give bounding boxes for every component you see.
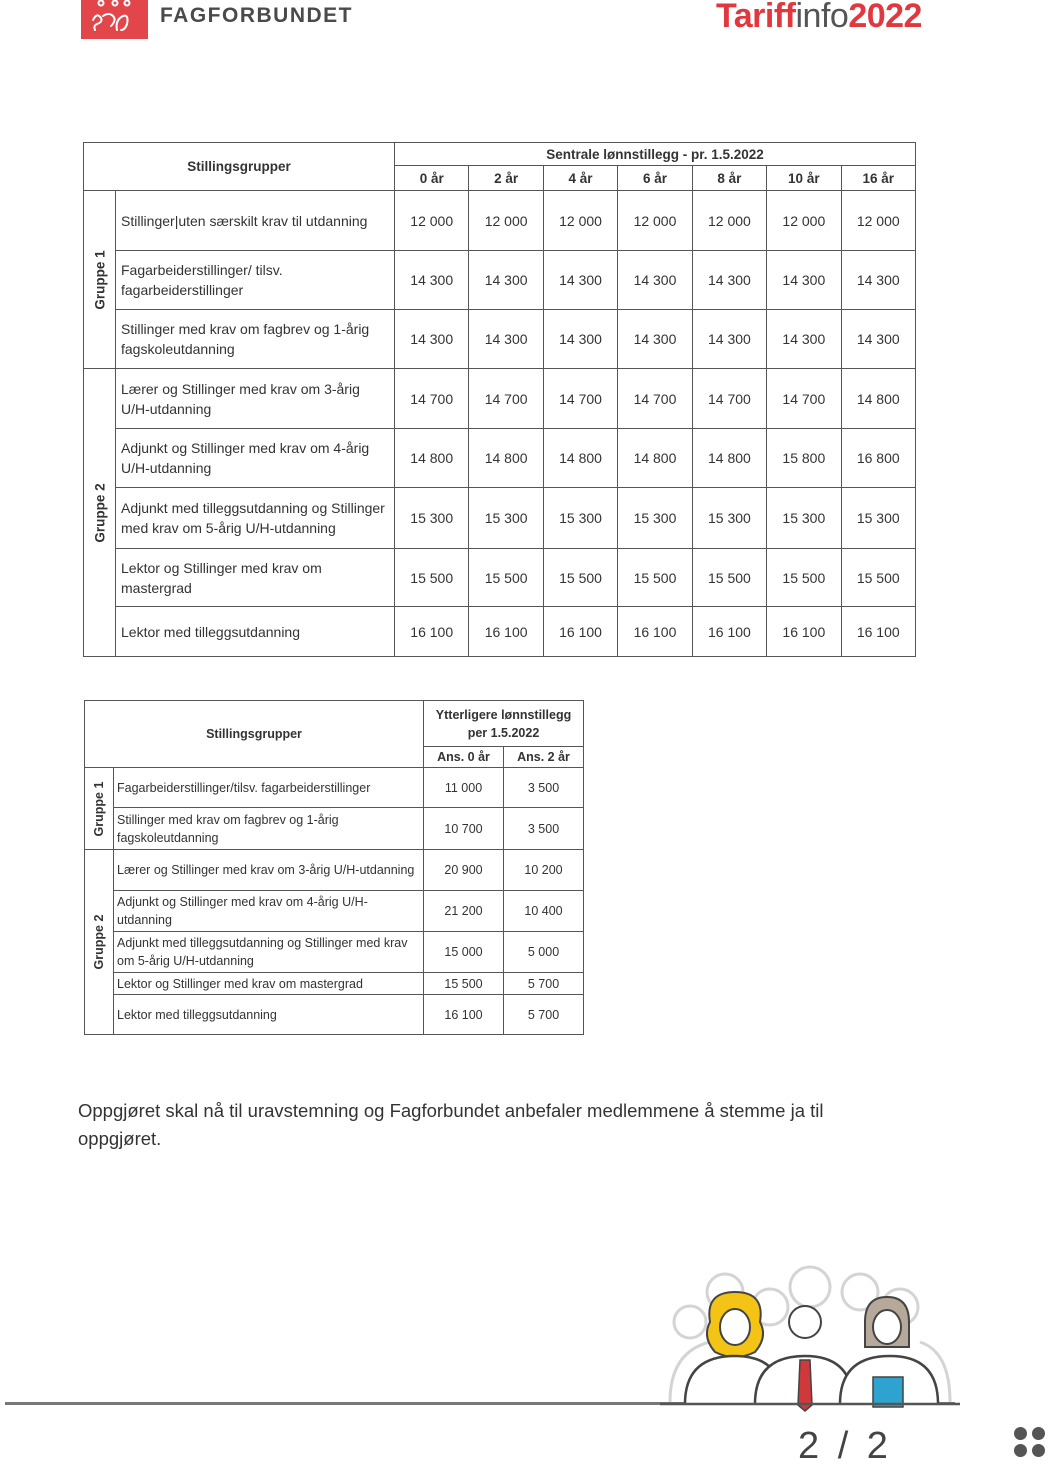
table-row [85, 891, 584, 932]
stillingsgrupper-header: Stillingsgrupper [84, 143, 395, 191]
group-label: Gruppe 1 [92, 249, 107, 310]
ans-header: Ans. 0 år [424, 747, 504, 768]
year-header: 4 år [543, 166, 617, 191]
amount-cell: 14 300 [395, 251, 469, 310]
amount-cell: 15 800 [767, 429, 841, 488]
group-label: Gruppe 1 [92, 781, 106, 836]
amount-cell: 12 000 [618, 191, 692, 251]
amount-cell: 14 300 [841, 251, 915, 310]
amount-cell: 14 300 [692, 251, 766, 310]
amount-cell: 10 400 [504, 891, 584, 932]
position-description: Adjunkt og Stillinger med krav om 4-årig U/H-utdanning [116, 429, 395, 488]
amount-cell: 15 500 [395, 549, 469, 607]
table-row [84, 488, 916, 549]
amount-cell: 14 800 [543, 429, 617, 488]
amount-cell: 16 100 [424, 995, 504, 1035]
ans-header: Ans. 2 år [504, 747, 584, 768]
amount-cell: 12 000 [543, 191, 617, 251]
table-row [84, 191, 916, 251]
amount-cell: 14 800 [469, 429, 543, 488]
amount-cell: 5 000 [504, 932, 584, 973]
position-description: Stillinger med krav om fagbrev og 1-årig fagskoleutdanning [116, 310, 395, 369]
ytterligere-lonnstillegg-table [84, 700, 584, 1035]
table-row [85, 973, 584, 995]
amount-cell: 10 700 [424, 808, 504, 850]
recommendation-paragraph: Oppgjøret skal nå til uravstemning og Fagforbundet anbefaler medlemmene å stemme ja til oppgjøret. [78, 1100, 824, 1149]
tariff-text: Tariff [716, 0, 796, 35]
amount-cell: 5 700 [504, 973, 584, 995]
amount-cell: 15 500 [543, 549, 617, 607]
year-text: 2022 [848, 0, 922, 35]
amount-cell: 14 700 [469, 369, 543, 429]
amount-cell: 14 700 [543, 369, 617, 429]
amount-cell: 16 100 [841, 607, 915, 657]
amount-cell: 14 300 [469, 310, 543, 369]
position-description: Lektor med tilleggsutdanning [116, 607, 395, 657]
table-row [84, 251, 916, 310]
position-description: Lektor og Stillinger med krav om mastergrad [116, 549, 395, 607]
table-row [84, 549, 916, 607]
amount-cell: 20 900 [424, 850, 504, 891]
amount-cell: 14 300 [767, 251, 841, 310]
group-label-cell [85, 768, 114, 850]
amount-cell: 15 500 [841, 549, 915, 607]
position-description: Adjunkt og Stillinger med krav om 4-årig U/H-utdanning [114, 891, 424, 932]
amount-cell: 16 100 [469, 607, 543, 657]
amount-cell: 15 500 [767, 549, 841, 607]
amount-cell: 15 300 [469, 488, 543, 549]
position-description: Stillinger med krav om fagbrev og 1-årig fagskoleutdanning [114, 808, 424, 850]
table-row [85, 850, 584, 891]
position-description: Fagarbeiderstillinger/tilsv. fagarbeiderstillinger [114, 768, 424, 808]
table-row [84, 429, 916, 488]
year-header: 0 år [395, 166, 469, 191]
amount-cell: 14 700 [767, 369, 841, 429]
amount-cell: 5 700 [504, 995, 584, 1035]
amount-cell: 12 000 [395, 191, 469, 251]
amount-cell: 15 300 [692, 488, 766, 549]
amount-cell: 14 700 [395, 369, 469, 429]
ytterligere-header: Ytterligere lønnstillegg per 1.5.2022 [424, 701, 584, 747]
table-row [85, 768, 584, 808]
amount-cell: 14 800 [618, 429, 692, 488]
group-label-cell [84, 191, 116, 369]
group-label: Gruppe 2 [92, 482, 107, 543]
amount-cell: 16 800 [841, 429, 915, 488]
brand-name: FAGFORBUNDET [160, 4, 353, 27]
amount-cell: 15 500 [692, 549, 766, 607]
amount-cell: 15 300 [767, 488, 841, 549]
position-description: Lektor og Stillinger med krav om mastergrad [114, 973, 424, 995]
menu-dots-icon[interactable] [1012, 1425, 1048, 1459]
amount-cell: 14 700 [692, 369, 766, 429]
amount-cell: 11 000 [424, 768, 504, 808]
amount-cell: 15 300 [395, 488, 469, 549]
people-group-illustration [660, 1262, 960, 1437]
amount-cell: 15 500 [424, 973, 504, 995]
info-text: info [795, 0, 849, 35]
amount-cell: 3 500 [504, 768, 584, 808]
table-row [84, 369, 916, 429]
amount-cell: 14 800 [692, 429, 766, 488]
amount-cell: 15 300 [841, 488, 915, 549]
sentrale-header: Sentrale lønnstillegg - pr. 1.5.2022 [395, 143, 916, 166]
amount-cell: 12 000 [469, 191, 543, 251]
position-description: Adjunkt med tilleggsutdanning og Stillinger med krav om 5-årig U/H-utdanning [116, 488, 395, 549]
position-description: Fagarbeiderstillinger/ tilsv. fagarbeiderstillinger [116, 251, 395, 310]
amount-cell: 14 300 [543, 251, 617, 310]
sentrale-lonnstillegg-table [83, 142, 916, 657]
amount-cell: 16 100 [767, 607, 841, 657]
position-description: Adjunkt med tilleggsutdanning og Stillinger med krav om 5-årig U/H-utdanning [114, 932, 424, 973]
amount-cell: 15 300 [618, 488, 692, 549]
amount-cell: 14 800 [841, 369, 915, 429]
year-header: 8 år [692, 166, 766, 191]
year-header: 2 år [469, 166, 543, 191]
year-header: 10 år [767, 166, 841, 191]
amount-cell: 12 000 [767, 191, 841, 251]
tariffinfo-logo [716, 0, 922, 38]
year-header: 6 år [618, 166, 692, 191]
position-description: Stillinger|uten særskilt krav til utdanning [116, 191, 395, 251]
group-label-cell [84, 369, 116, 657]
amount-cell: 14 300 [841, 310, 915, 369]
position-description: Lærer og Stillinger med krav om 3-årig U/H-utdanning [116, 369, 395, 429]
amount-cell: 15 500 [469, 549, 543, 607]
amount-cell: 14 300 [692, 310, 766, 369]
amount-cell: 10 200 [504, 850, 584, 891]
amount-cell: 14 700 [618, 369, 692, 429]
amount-cell: 14 300 [767, 310, 841, 369]
table-row [85, 995, 584, 1035]
amount-cell: 12 000 [841, 191, 915, 251]
position-description: Lektor med tilleggsutdanning [114, 995, 424, 1035]
table-row [85, 932, 584, 973]
amount-cell: 14 300 [469, 251, 543, 310]
amount-cell: 21 200 [424, 891, 504, 932]
amount-cell: 16 100 [692, 607, 766, 657]
group-label-cell [85, 850, 114, 1035]
page-indicator: 2 / 2 [798, 1425, 892, 1467]
amount-cell: 15 000 [424, 932, 504, 973]
stillingsgrupper-header: Stillingsgrupper [85, 701, 424, 768]
year-header: 16 år [841, 166, 915, 191]
amount-cell: 16 100 [543, 607, 617, 657]
amount-cell: 16 100 [395, 607, 469, 657]
amount-cell: 14 300 [618, 310, 692, 369]
amount-cell: 14 300 [618, 251, 692, 310]
table-row [85, 808, 584, 850]
amount-cell: 15 500 [618, 549, 692, 607]
table-row [84, 310, 916, 369]
amount-cell: 3 500 [504, 808, 584, 850]
amount-cell: 15 300 [543, 488, 617, 549]
amount-cell: 14 300 [395, 310, 469, 369]
table-row [84, 607, 916, 657]
amount-cell: 12 000 [692, 191, 766, 251]
amount-cell: 14 800 [395, 429, 469, 488]
group-label: Gruppe 2 [92, 914, 106, 970]
position-description: Lærer og Stillinger med krav om 3-årig U/H-utdanning [114, 850, 424, 891]
amount-cell: 16 100 [618, 607, 692, 657]
fagforbundet-logo-icon [81, 0, 148, 39]
amount-cell: 14 300 [543, 310, 617, 369]
